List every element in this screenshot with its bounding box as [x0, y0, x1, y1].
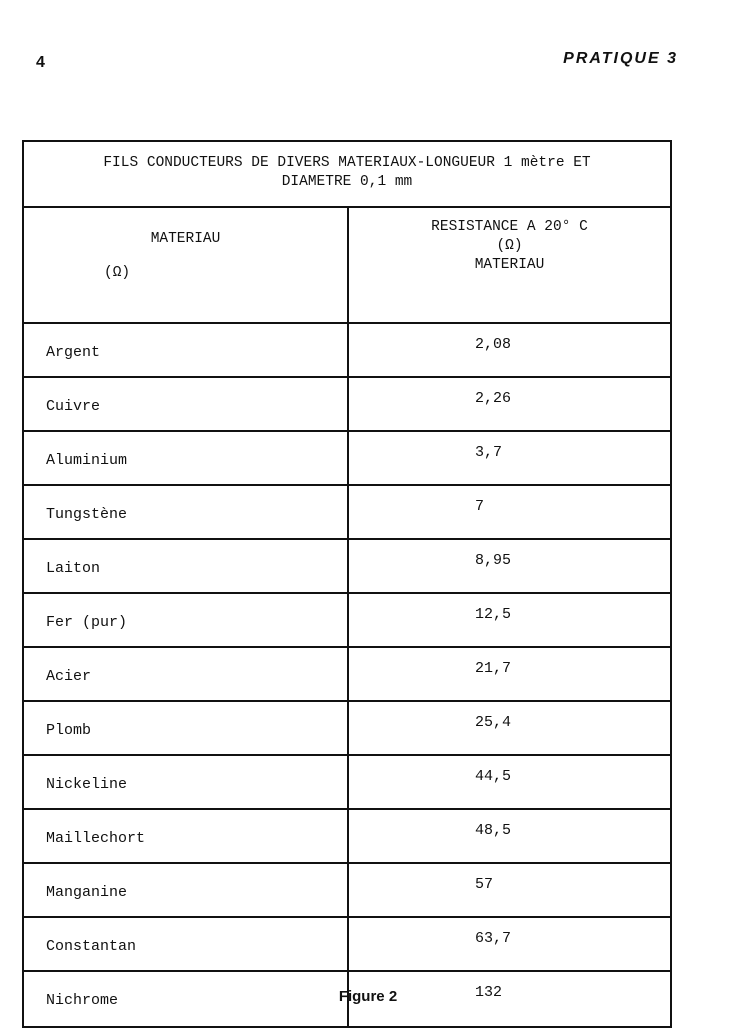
column-header-resistance	[349, 208, 670, 322]
resistance-value-cell: 132	[475, 984, 503, 1001]
resistance-value-cell: 8,95	[475, 552, 512, 569]
material-name-cell: Nickeline	[24, 756, 349, 808]
material-name-cell: Constantan	[24, 918, 349, 970]
table-row	[24, 594, 670, 648]
resistance-table	[22, 140, 672, 1028]
table-row	[24, 918, 670, 972]
table-row	[24, 378, 670, 432]
table-row	[24, 540, 670, 594]
table-row	[24, 432, 670, 486]
column-header-resistance-sub: MATERIAU	[474, 257, 545, 273]
column-header-material-label: MATERIAU	[150, 231, 221, 247]
table-row	[24, 864, 670, 918]
resistance-value-cell: 63,7	[475, 930, 512, 947]
table-title-line2: DIAMETRE 0,1 mm	[281, 174, 413, 190]
resistance-value-cell: 2,26	[475, 390, 512, 407]
running-head: PRATIQUE 3	[563, 50, 678, 67]
resistance-value-cell: 57	[475, 876, 494, 893]
resistance-value-cell: 21,7	[475, 660, 512, 677]
table-row	[24, 648, 670, 702]
resistance-value-cell: 48,5	[475, 822, 512, 839]
material-name-cell: Argent	[24, 324, 349, 376]
column-header-resistance-label: RESISTANCE A 20° C	[431, 219, 588, 235]
material-name-cell: Maillechort	[24, 810, 349, 862]
material-name-cell: Manganine	[24, 864, 349, 916]
resistance-value-cell: 25,4	[475, 714, 512, 731]
material-name-cell: Acier	[24, 648, 349, 700]
table-row	[24, 756, 670, 810]
resistance-value-cell: 44,5	[475, 768, 512, 785]
material-name-cell: Plomb	[24, 702, 349, 754]
material-name-cell: Laiton	[24, 540, 349, 592]
table-header-row	[24, 208, 670, 324]
material-name-cell: Aluminium	[24, 432, 349, 484]
table-title	[24, 142, 670, 208]
table-row	[24, 486, 670, 540]
resistance-value-cell: 12,5	[475, 606, 512, 623]
material-name-cell: Fer (pur)	[24, 594, 349, 646]
material-name-cell: Cuivre	[24, 378, 349, 430]
table-row	[24, 810, 670, 864]
material-name-cell: Nichrome	[24, 972, 349, 1026]
resistance-value-cell: 2,08	[475, 336, 512, 353]
page-number: 4	[36, 54, 45, 71]
table-body	[24, 324, 670, 1026]
table-row	[24, 324, 670, 378]
resistance-value-cell: 7	[475, 498, 485, 515]
table-title-line1: FILS CONDUCTEURS DE DIVERS MATERIAUX-LONGUEUR 1 mètre ET	[103, 155, 591, 171]
column-header-material-unit: (Ω)	[104, 265, 131, 281]
table-row	[24, 702, 670, 756]
material-name-cell: Tungstène	[24, 486, 349, 538]
column-header-resistance-unit: (Ω)	[496, 238, 523, 254]
figure-caption: Figure 2	[338, 988, 398, 1005]
column-header-material	[24, 208, 349, 322]
resistance-value-cell: 3,7	[475, 444, 503, 461]
